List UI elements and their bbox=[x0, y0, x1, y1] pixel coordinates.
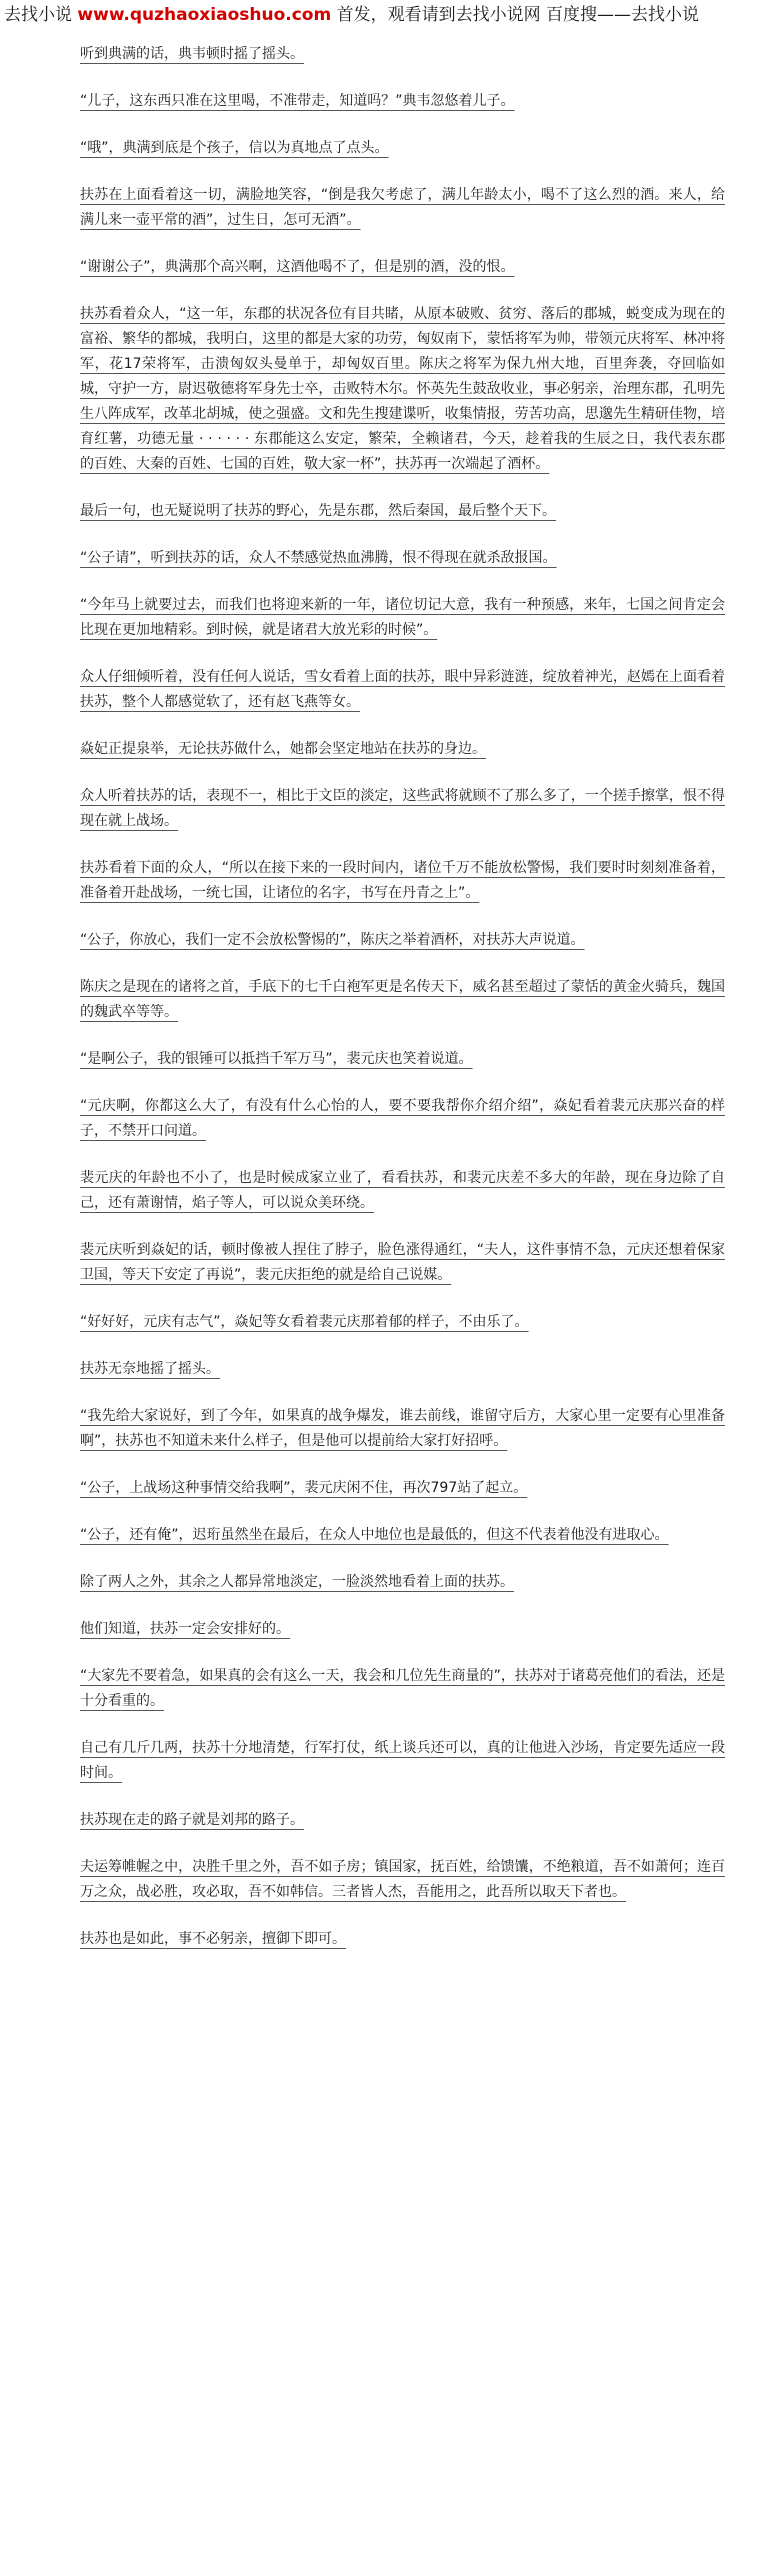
paragraph-26: 他们知道，扶苏一定会安排好的。 bbox=[80, 1621, 290, 1637]
paragraph-7: 最后一句，也无疑说明了扶苏的野心，先是东郡，然后秦国，最后整个天下。 bbox=[80, 503, 556, 519]
paragraph-10: 众人仔细倾听着，没有任何人说话，雪女看着上面的扶苏，眼中异彩涟涟，绽放着神光，赵嫣在上面看着扶苏，整个人都感觉软了，还有赵飞燕等女。 bbox=[80, 669, 725, 710]
paragraph-25: 除了两人之外，其余之人都异常地淡定，一脸淡然地看着上面的扶苏。 bbox=[80, 1574, 514, 1590]
paragraph-9: “今年马上就要过去，而我们也将迎来新的一年，诸位切记大意，我有一种预感，来年，七国之间肯定会比现在更加地精彩。到时候，就是诸君大放光彩的时候”。 bbox=[80, 597, 725, 638]
paragraph-2: “儿子，这东西只准在这里喝，不准带走，知道吗？”典韦忽悠着儿子。 bbox=[80, 93, 515, 109]
paragraph-16: “是啊公子，我的银锤可以抵挡千军万马”，裴元庆也笑着说道。 bbox=[80, 1051, 473, 1067]
paragraph-6: 扶苏看着众人，“这一年，东郡的状况各位有目共睹，从原本破败、贫穷、落后的郡城，蜕变成为现在的富裕、繁华的都城，我明白，这里的都是大家的功劳，匈奴南下，蒙恬将军为帅，带领元庆将军、林冲将军，花17荣将军，击溃匈奴头曼单于，却匈奴百里。陈庆之将军为保九州大地，百里奔袭，夺回临如城，守护一方，尉迟敬德将军身先士卒，击败特木尔。怀英先生鼓敌收业，事必躬亲，治理东郡，孔明先生八阵成军，改革北胡城，使之强盛。文和先生搜建谍听，收集情报，劳苦功高，思邈先生精研佳物，培育红薯，功德无量 · · · · · · 东郡能这么安定，繁荣，全赖诸君，今天，趁着我的生辰之日，我代表东郡的百姓、大秦的百姓、七国的百姓，敬大家一杯”，扶苏再一次端起了酒杯。 bbox=[80, 306, 725, 472]
paragraph-3: “哦”，典满到底是个孩子，信以为真地点了点头。 bbox=[80, 140, 389, 156]
paragraph-31: 扶苏也是如此，事不必躬亲，擅御下即可。 bbox=[80, 1931, 346, 1947]
paragraph-5: “谢谢公子”，典满那个高兴啊，这酒他喝不了，但是别的酒，没的恨。 bbox=[80, 259, 515, 275]
paragraph-12: 众人听着扶苏的话，表现不一，相比于文臣的淡定，这些武将就顾不了那么多了，一个搓手擦掌，恨不得现在就上战场。 bbox=[80, 788, 725, 829]
paragraph-27: “大家先不要着急，如果真的会有这么一天，我会和几位先生商量的”，扶苏对于诸葛亮他们的看法，还是十分看重的。 bbox=[80, 1668, 725, 1709]
paragraph-11: 焱妃正提泉举，无论扶苏做什么，她都会坚定地站在扶苏的身边。 bbox=[80, 741, 486, 757]
paragraph-4: 扶苏在上面看着这一切，满脸地笑容，“倒是我欠考虑了，满儿年龄太小，喝不了这么烈的酒。来人，给满儿来一壶平常的酒”，过生日，怎可无酒”。 bbox=[80, 187, 725, 228]
paragraph-13: 扶苏看着下面的众人，“所以在接下来的一段时间内，诸位千万不能放松警惕，我们要时时刻刻准备着，准备着开赴战场，一统七国，让诸位的名字，书写在丹青之上”。 bbox=[80, 860, 725, 901]
paragraph-29: 扶苏现在走的路子就是刘邦的路子。 bbox=[80, 1812, 304, 1828]
paragraph-18: 裴元庆的年龄也不小了，也是时候成家立业了，看看扶苏，和裴元庆差不多大的年龄，现在身边除了自己，还有萧谢情，焰子等人，可以说众美环绕。 bbox=[80, 1170, 725, 1211]
site-header bbox=[0, 0, 769, 34]
paragraph-30: 夫运筹帷幄之中，决胜千里之外，吾不如子房；镇国家，抚百姓，给馈馕，不绝粮道，吾不如萧何；连百万之众，战必胜，攻必取，吾不如韩信。三者皆人杰，吾能用之，此吾所以取天下者也。 bbox=[80, 1859, 725, 1900]
paragraph-24: “公子，还有俺”，迟珩虽然坐在最后，在众人中地位也是最低的，但这不代表着他没有进取心。 bbox=[80, 1527, 669, 1543]
site-name: 去找小说 bbox=[4, 5, 72, 25]
paragraph-28: 自己有几斤几两，扶苏十分地清楚，行军打仗，纸上谈兵还可以，真的让他进入沙场，肯定要先适应一段时间。 bbox=[80, 1740, 725, 1781]
paragraph-17: “元庆啊，你都这么大了，有没有什么心怡的人，要不要我帮你介绍介绍”，焱妃看着裴元庆那兴奋的样子，不禁开口问道。 bbox=[80, 1098, 725, 1139]
paragraph-22: “我先给大家说好，到了今年，如果真的战争爆发，谁去前线，谁留守后方，大家心里一定要有心里准备啊”，扶苏也不知道未来什么样子，但是他可以提前给大家打好招呼。 bbox=[80, 1408, 725, 1449]
paragraph-8: “公子请”，听到扶苏的话，众人不禁感觉热血沸腾，恨不得现在就杀敌报国。 bbox=[80, 550, 557, 566]
chapter-body bbox=[0, 34, 769, 1952]
site-url-link[interactable]: www.quzhaoxiaoshuo.com bbox=[77, 5, 332, 25]
paragraph-21: 扶苏无奈地摇了摇头。 bbox=[80, 1361, 220, 1377]
paragraph-23: “公子，上战场这种事情交给我啊”，裴元庆闲不住，再次797站了起立。 bbox=[80, 1480, 528, 1496]
paragraph-20: “好好好，元庆有志气”，焱妃等女看着裴元庆那着郁的样子，不由乐了。 bbox=[80, 1314, 529, 1330]
paragraph-1: 听到典满的话，典韦顿时摇了摇头。 bbox=[80, 46, 304, 62]
paragraph-15: 陈庆之是现在的诸将之首，手底下的七千白袍军更是名传天下，威名甚至超过了蒙恬的黄金火骑兵，魏国的魏武卒等等。 bbox=[80, 979, 725, 1020]
paragraph-14: “公子，你放心，我们一定不会放松警惕的”，陈庆之举着酒杯，对扶苏大声说道。 bbox=[80, 932, 585, 948]
paragraph-19: 裴元庆听到焱妃的话，顿时像被人捏住了脖子，脸色涨得通红，“夫人，这件事情不急，元庆还想着保家卫国，等天下安定了再说”，裴元庆拒绝的就是给自己说媒。 bbox=[80, 1242, 725, 1283]
site-slogan: 首发，观看请到去找小说网 百度搜——去找小说 bbox=[336, 5, 699, 25]
